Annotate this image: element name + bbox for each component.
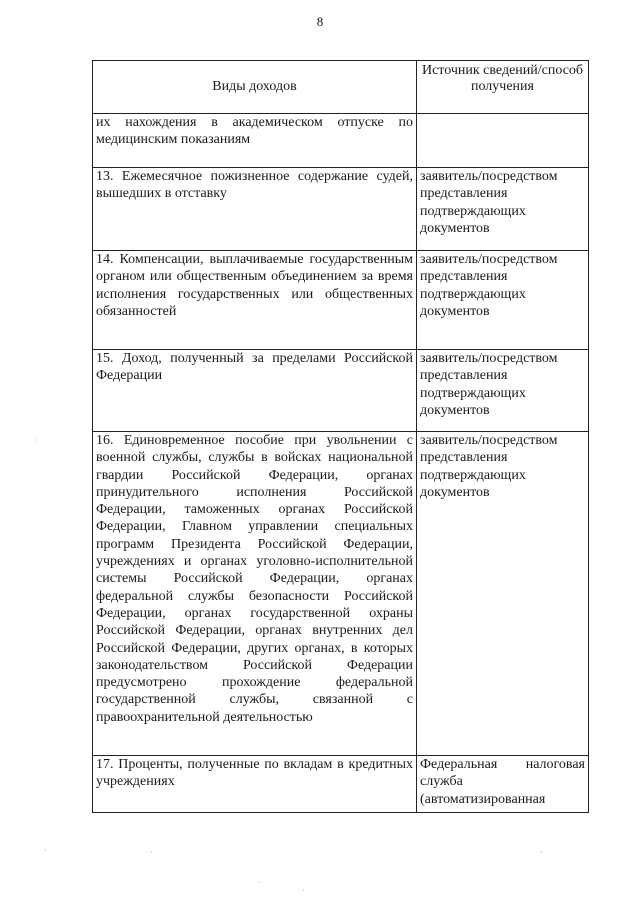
income-cell: 15. Доход, полученный за пределами Российской Федерации bbox=[93, 350, 417, 432]
table-row bbox=[93, 432, 589, 756]
source-cell: заявитель/посредством представления подтверждающих документов bbox=[417, 432, 589, 756]
source-cell: заявитель/посредством представления подтверждающих документов bbox=[417, 168, 589, 251]
table-row bbox=[93, 350, 589, 432]
table-header-row bbox=[93, 61, 589, 114]
income-cell: их нахождения в академическом отпуске по медицинским показаниям bbox=[93, 114, 417, 168]
income-cell: 14. Компенсации, выплачиваемые государственным органом или общественным объединением за время исполнения государственных или общественных обязанностей bbox=[93, 251, 417, 350]
income-cell: 17. Проценты, полученные по вкладам в кредитных учреждениях bbox=[93, 756, 417, 813]
source-cell: Федеральная налоговая служба (автоматизированная bbox=[417, 756, 589, 813]
income-cell: 13. Ежемесячное пожизненное содержание судей, вышедших в отставку bbox=[93, 168, 417, 251]
source-cell: заявитель/посредством представления подтверждающих документов bbox=[417, 251, 589, 350]
scan-speck: · bbox=[540, 848, 543, 857]
income-sources-table bbox=[92, 60, 589, 813]
header-income-type: Виды доходов bbox=[93, 61, 417, 114]
source-cell: заявитель/посредством представления подтверждающих документов bbox=[417, 350, 589, 432]
scan-speck: · bbox=[34, 436, 37, 445]
income-cell: 16. Единовременное пособие при увольнении с военной службы, службы в войсках национальной гвардии Российской Федерации, органах принудительного исполнения Российской Федерации, таможенных органах Российской Федерации, Главном управлении специальных программ Президента Российской Федерации, учреждениях и органах уголовно-исполнительной системы Российской Федерации, органах федеральной службы безопасности Российской Федерации, органах государственной охраны Российской Федерации, органах внутренних дел Российской Федерации, других органах, в которых законодательством Российской Федерации предусмотрено прохождение федеральной государственной службы, связанной с правоохранительной деятельностью bbox=[93, 432, 417, 756]
table-row bbox=[93, 756, 589, 813]
header-source: Источник сведений/способ получения bbox=[417, 61, 589, 114]
scan-speck: · bbox=[44, 846, 47, 855]
table-row bbox=[93, 251, 589, 350]
source-cell bbox=[417, 114, 589, 168]
page-number: 8 bbox=[316, 14, 324, 29]
table-row bbox=[93, 168, 589, 251]
scan-speck: · bbox=[150, 848, 153, 857]
table-row bbox=[93, 114, 589, 168]
scan-speck: · bbox=[302, 886, 305, 895]
scan-speck: · bbox=[258, 878, 261, 887]
